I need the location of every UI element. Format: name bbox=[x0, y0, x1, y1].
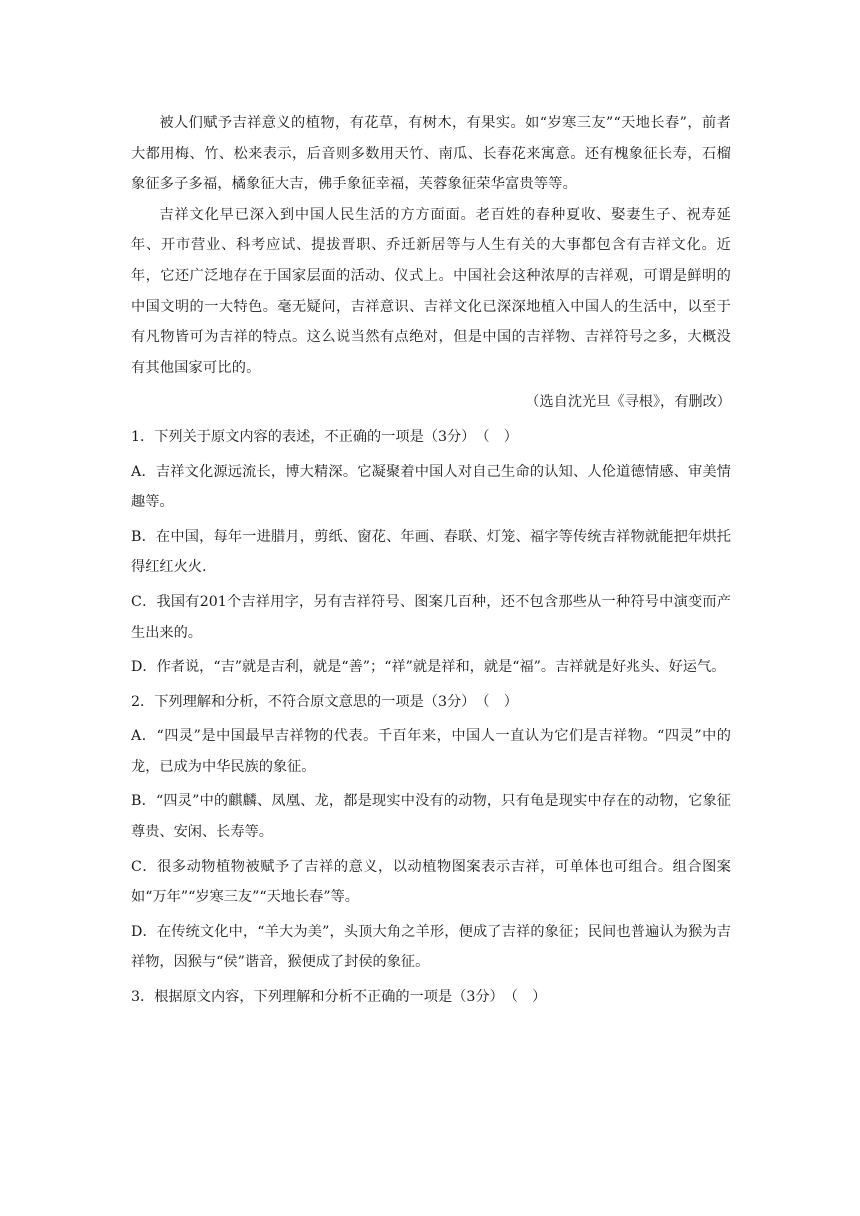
question-1-stem: 1．下列关于原文内容的表述，不正确的一项是（3分） （ ） bbox=[131, 428, 518, 445]
question-1-option-b: B．在中国，每年一进腊月，剪纸、窗花、年画、春联、灯笼、福字等传统吉祥物就能把年烘托得红红火火. bbox=[131, 528, 731, 576]
question-2-option-a: A．“四灵”是中国最早吉祥物的代表。千百年来，中国人一直认为它们是吉祥物。“四灵”中的龙，已成为中华民族的象征。 bbox=[131, 728, 731, 775]
passage-paragraph-2: 吉祥文化早已深入到中国人民生活的方方面面。老百姓的春种夏收、娶妻生子、祝寿延年、开市营业、科考应试、提拔晋职、乔迁新居等与人生有关的大事都包含有吉祥文化。近年，它还广泛地存在于国家层面的活动、仪式上。中国社会这种浓厚的吉祥观，可谓是鲜明的中国文明的一大特色。毫无疑问，吉祥意识、吉祥文化已深深地植入中国人的生活中，以至于有凡物皆可为吉祥的特点。这么说当然有点绝对，但是中国的吉祥物、吉祥符号之多，大概没有其他国家可比的。 bbox=[131, 206, 731, 376]
passage-paragraph-1: 被人们赋予吉祥意义的植物，有花草，有树木，有果实。如“岁寒三友”“天地长春”，前者大都用梅、竹、松来表示，后音则多数用天竹、南瓜、长春花来寓意。还有槐象征长寿，石榴象征多子多福，橘象征大吉，佛手象征幸福，芙蓉象征荣华富贵等等。 bbox=[131, 115, 731, 193]
question-2-option-c: C．很多动物植物被赋予了吉祥的意义，以动植物图案表示吉祥，可单体也可组合。组合图案如“万年”“岁寒三友”“天地长春”等。 bbox=[131, 858, 731, 906]
question-2-option-d: D．在传统文化中，“羊大为美”，头顶大角之羊形，便成了吉祥的象征；民间也普遍认为猴为吉祥物，因猴与“侯”谐音，猴便成了封侯的象征。 bbox=[131, 923, 731, 971]
passage-source: （选自沈光旦《寻根》，有删改） bbox=[525, 394, 731, 411]
question-2-stem: 2．下列理解和分析，不符合原文意思的一项是（3分） （ ） bbox=[131, 693, 518, 710]
question-2-option-b: B．“四灵”中的麒麟、凤凰、龙，都是现实中没有的动物，只有龟是现实中存在的动物，它象征尊贵、安闲、长寿等。 bbox=[131, 793, 731, 841]
question-3-stem: 3．根据原文内容，下列理解和分析不正确的一项是（3分） （ ） bbox=[131, 989, 547, 1006]
document-page bbox=[131, 108, 731, 1013]
question-1-option-a: A．吉祥文化源远流长，博大精深。它凝聚着中国人对自己生命的认知、人伦道德情感、审美情趣等。 bbox=[131, 463, 731, 511]
question-1-option-d: D．作者说，“吉”就是吉利，就是“善”；“祥”就是祥和，就是“福”。吉祥就是好兆头、好运气。 bbox=[131, 659, 726, 676]
question-1-option-c: C．我国有201个吉祥用字，另有吉祥符号、图案几百种，还不包含那些从一种符号中演变而产生出来的。 bbox=[131, 593, 731, 641]
